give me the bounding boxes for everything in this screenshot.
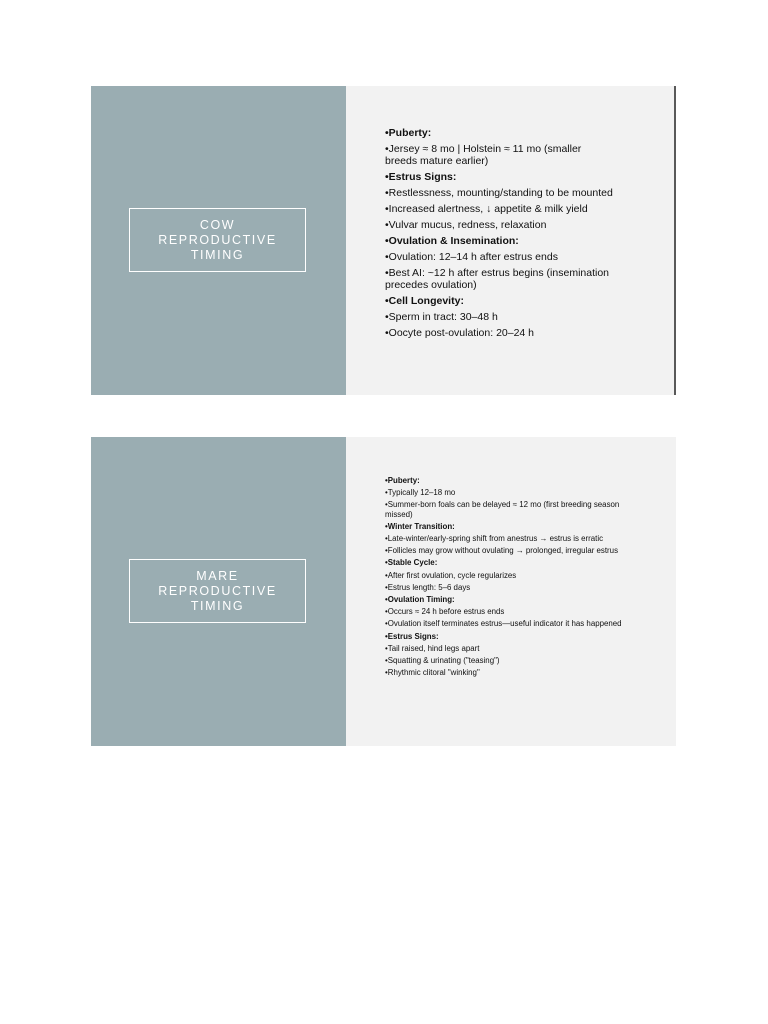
bullet-item: •Squatting & urinating ("teasing") bbox=[385, 656, 500, 666]
slide-title-line: COW bbox=[199, 217, 236, 232]
bullet-heading: •Ovulation Timing: bbox=[385, 595, 455, 605]
bullet-item: •Tail raised, hind legs apart bbox=[385, 643, 480, 653]
slide-title-line: TIMING bbox=[190, 598, 245, 613]
slide-cow bbox=[91, 86, 676, 395]
bullet-item: •Increased alertness, ↓ appetite & milk yield bbox=[385, 203, 588, 215]
bullet-item: •Sperm in tract: 30–48 h bbox=[385, 311, 498, 323]
bullet-heading: •Cell Longevity: bbox=[385, 295, 464, 307]
slide-title-panel bbox=[91, 86, 346, 395]
bullet-item: •Estrus length: 5–6 days bbox=[385, 582, 471, 592]
bullet-heading: •Estrus Signs: bbox=[385, 631, 439, 641]
slide-title-panel bbox=[91, 437, 346, 746]
slide-title-line: MARE bbox=[196, 568, 239, 583]
bullet-item: •Rhythmic clitoral "winking" bbox=[385, 668, 480, 678]
slide-title-line: TIMING bbox=[190, 247, 245, 262]
slide-title-line: REPRODUCTIVE bbox=[158, 232, 277, 247]
slide-content-panel bbox=[346, 86, 676, 395]
slide-content-panel bbox=[346, 437, 676, 746]
bullet-item: •Best AI: ~12 h after estrus begins (insemination precedes ovulation) bbox=[385, 267, 610, 291]
bullet-item: •Jersey ≈ 8 mo | Holstein ≈ 11 mo (smaller breeds mature earlier) bbox=[385, 143, 582, 167]
bullet-item: •Occurs ≈ 24 h before estrus ends bbox=[385, 607, 505, 617]
bullet-item: •Summer-born foals can be delayed ≈ 12 mo (first breeding season missed) bbox=[385, 500, 620, 519]
bullet-item: •Ovulation: 12–14 h after estrus ends bbox=[385, 251, 558, 263]
bullet-item: •Typically 12–18 mo bbox=[385, 488, 456, 498]
bullet-list bbox=[385, 127, 615, 343]
bullet-item: •Restlessness, mounting/standing to be mounted bbox=[385, 187, 613, 199]
slide-title bbox=[158, 218, 277, 263]
bullet-heading: •Stable Cycle: bbox=[385, 558, 438, 568]
bullet-heading: •Estrus Signs: bbox=[385, 171, 457, 183]
bullet-item: •After first ovulation, cycle regularizes bbox=[385, 570, 517, 580]
bullet-item: •Ovulation itself terminates estrus—useful indicator it has happened bbox=[385, 619, 622, 629]
bullet-item: •Follicles may grow without ovulating → prolonged, irregular estrus bbox=[385, 546, 619, 556]
bullet-heading: •Puberty: bbox=[385, 476, 420, 485]
bullet-list bbox=[385, 476, 625, 680]
slide-title-box bbox=[129, 208, 306, 272]
slide-title-line: REPRODUCTIVE bbox=[158, 583, 277, 598]
slide-title-box bbox=[129, 559, 306, 623]
bullet-item: •Vulvar mucus, redness, relaxation bbox=[385, 219, 547, 231]
bullet-heading: •Puberty: bbox=[385, 127, 432, 139]
slide-mare bbox=[91, 437, 676, 746]
bullet-heading: •Winter Transition: bbox=[385, 521, 455, 531]
bullet-heading: •Ovulation & Insemination: bbox=[385, 235, 519, 247]
bullet-item: •Late-winter/early-spring shift from anestrus → estrus is erratic bbox=[385, 534, 604, 544]
bullet-item: •Oocyte post-ovulation: 20–24 h bbox=[385, 327, 535, 339]
slide-title bbox=[158, 569, 277, 614]
